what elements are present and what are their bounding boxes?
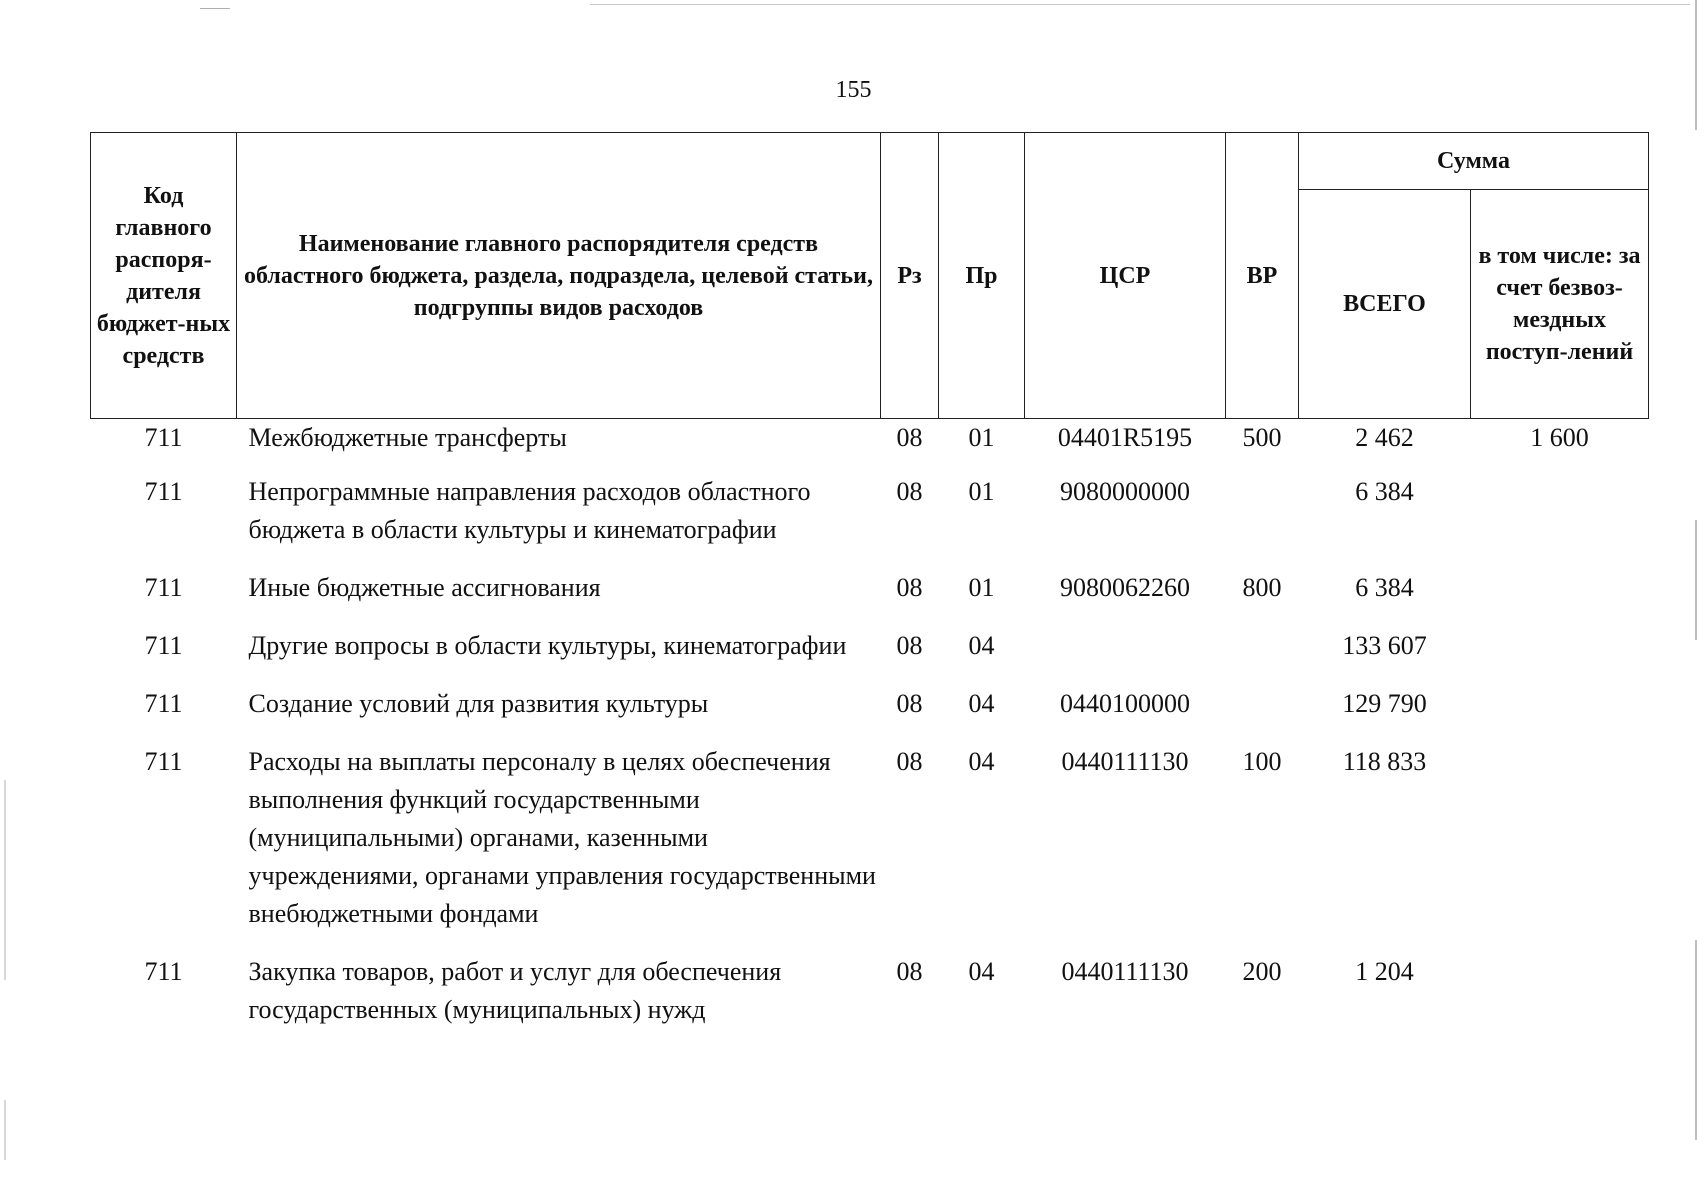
cell-csr: 04401R5195 bbox=[1057, 423, 1193, 452]
cell-vr bbox=[1226, 685, 1299, 743]
cell-vr bbox=[1226, 473, 1299, 569]
table-row bbox=[91, 685, 1649, 743]
cell-csr: 0440100000 bbox=[1060, 689, 1190, 718]
cell-csr: 9080062260 bbox=[1060, 573, 1190, 602]
scan-artifact-edge bbox=[1695, 0, 1697, 130]
cell-total: 118 833 bbox=[1342, 747, 1427, 776]
cell-name: Другие вопросы в области культуры, кинематографии bbox=[248, 631, 847, 660]
cell-pr: 01 bbox=[968, 423, 995, 452]
cell-name: Создание условий для развития культуры bbox=[248, 689, 709, 718]
header-vr: ВР bbox=[1226, 133, 1299, 419]
cell-name: Расходы на выплаты персоналу в целях обеспечения выполнения функций государственными (муниципальными) органами, казенными учреждениями, органами управления государственными внебюджетными фондами bbox=[248, 747, 876, 928]
cell-csr bbox=[1025, 627, 1226, 685]
cell-name: Непрограммные направления расходов областного бюджета в области культуры и кинематографии bbox=[248, 477, 811, 544]
cell-code: 711 bbox=[144, 573, 183, 602]
header-free: в том числе: за счет безвоз-мездных поступ-лений bbox=[1471, 190, 1649, 419]
table-row bbox=[91, 743, 1649, 953]
cell-total: 6 384 bbox=[1355, 573, 1414, 602]
page-number: 155 bbox=[835, 77, 872, 103]
cell-name: Межбюджетные трансферты bbox=[248, 423, 567, 452]
cell-pr: 04 bbox=[968, 747, 995, 776]
cell-total: 2 462 bbox=[1355, 423, 1414, 452]
cell-free bbox=[1471, 953, 1649, 1049]
cell-code: 711 bbox=[144, 477, 183, 506]
cell-pr: 01 bbox=[968, 573, 995, 602]
cell-name: Закупка товаров, работ и услуг для обеспечения государственных (муниципальных) нужд bbox=[248, 957, 782, 1024]
cell-code: 711 bbox=[144, 689, 183, 718]
cell-rz: 08 bbox=[896, 957, 923, 986]
cell-free bbox=[1471, 569, 1649, 627]
cell-name: Иные бюджетные ассигнования bbox=[248, 573, 601, 602]
scan-artifact-edge bbox=[4, 780, 6, 980]
cell-vr: 800 bbox=[1242, 573, 1282, 602]
cell-rz: 08 bbox=[896, 689, 923, 718]
table-row bbox=[91, 953, 1649, 1049]
cell-total: 133 607 bbox=[1342, 631, 1427, 660]
cell-code: 711 bbox=[144, 747, 183, 776]
cell-rz: 08 bbox=[896, 573, 923, 602]
table-row bbox=[91, 473, 1649, 569]
cell-vr: 500 bbox=[1242, 423, 1282, 452]
header-total: ВСЕГО bbox=[1299, 190, 1471, 419]
cell-pr: 01 bbox=[968, 477, 995, 506]
cell-code: 711 bbox=[144, 631, 183, 660]
budget-table bbox=[90, 132, 1649, 1049]
header-name: Наименование главного распорядителя средств областного бюджета, раздела, подраздела, целевой статьи, подгруппы видов расходов bbox=[237, 133, 881, 419]
cell-rz: 08 bbox=[896, 477, 923, 506]
cell-csr: 9080000000 bbox=[1060, 477, 1190, 506]
cell-csr: 0440111130 bbox=[1061, 747, 1189, 776]
table-header bbox=[91, 133, 1649, 419]
cell-vr bbox=[1226, 627, 1299, 685]
cell-code: 711 bbox=[144, 957, 183, 986]
scan-artifact-line bbox=[200, 8, 230, 9]
cell-total: 1 204 bbox=[1355, 957, 1414, 986]
scan-artifact-line bbox=[590, 4, 1690, 5]
header-code: Код главного распоря-дителя бюджет-ных средств bbox=[91, 133, 237, 419]
table-row bbox=[91, 627, 1649, 685]
cell-csr: 0440111130 bbox=[1061, 957, 1189, 986]
header-sum: Сумма bbox=[1299, 133, 1649, 190]
table-row bbox=[91, 569, 1649, 627]
cell-total: 129 790 bbox=[1342, 689, 1427, 718]
cell-free bbox=[1471, 473, 1649, 569]
cell-vr: 100 bbox=[1242, 747, 1282, 776]
cell-code: 711 bbox=[144, 423, 183, 452]
cell-rz: 08 bbox=[896, 747, 923, 776]
cell-free bbox=[1471, 627, 1649, 685]
cell-pr: 04 bbox=[968, 689, 995, 718]
header-pr: Пр bbox=[939, 133, 1025, 419]
header-csr: ЦСР bbox=[1025, 133, 1226, 419]
table-body bbox=[91, 419, 1649, 1050]
cell-pr: 04 bbox=[968, 631, 995, 660]
cell-rz: 08 bbox=[896, 423, 923, 452]
cell-total: 6 384 bbox=[1355, 477, 1414, 506]
scan-artifact-edge bbox=[4, 1100, 6, 1160]
scan-artifact-edge bbox=[1695, 940, 1697, 1140]
scan-artifact-edge bbox=[1695, 520, 1697, 640]
cell-free bbox=[1471, 743, 1649, 953]
cell-rz: 08 bbox=[896, 631, 923, 660]
table-row bbox=[91, 419, 1649, 474]
cell-vr: 200 bbox=[1242, 957, 1282, 986]
cell-free: 1 600 bbox=[1530, 423, 1589, 452]
cell-pr: 04 bbox=[968, 957, 995, 986]
cell-free bbox=[1471, 685, 1649, 743]
header-rz: Рз bbox=[881, 133, 939, 419]
